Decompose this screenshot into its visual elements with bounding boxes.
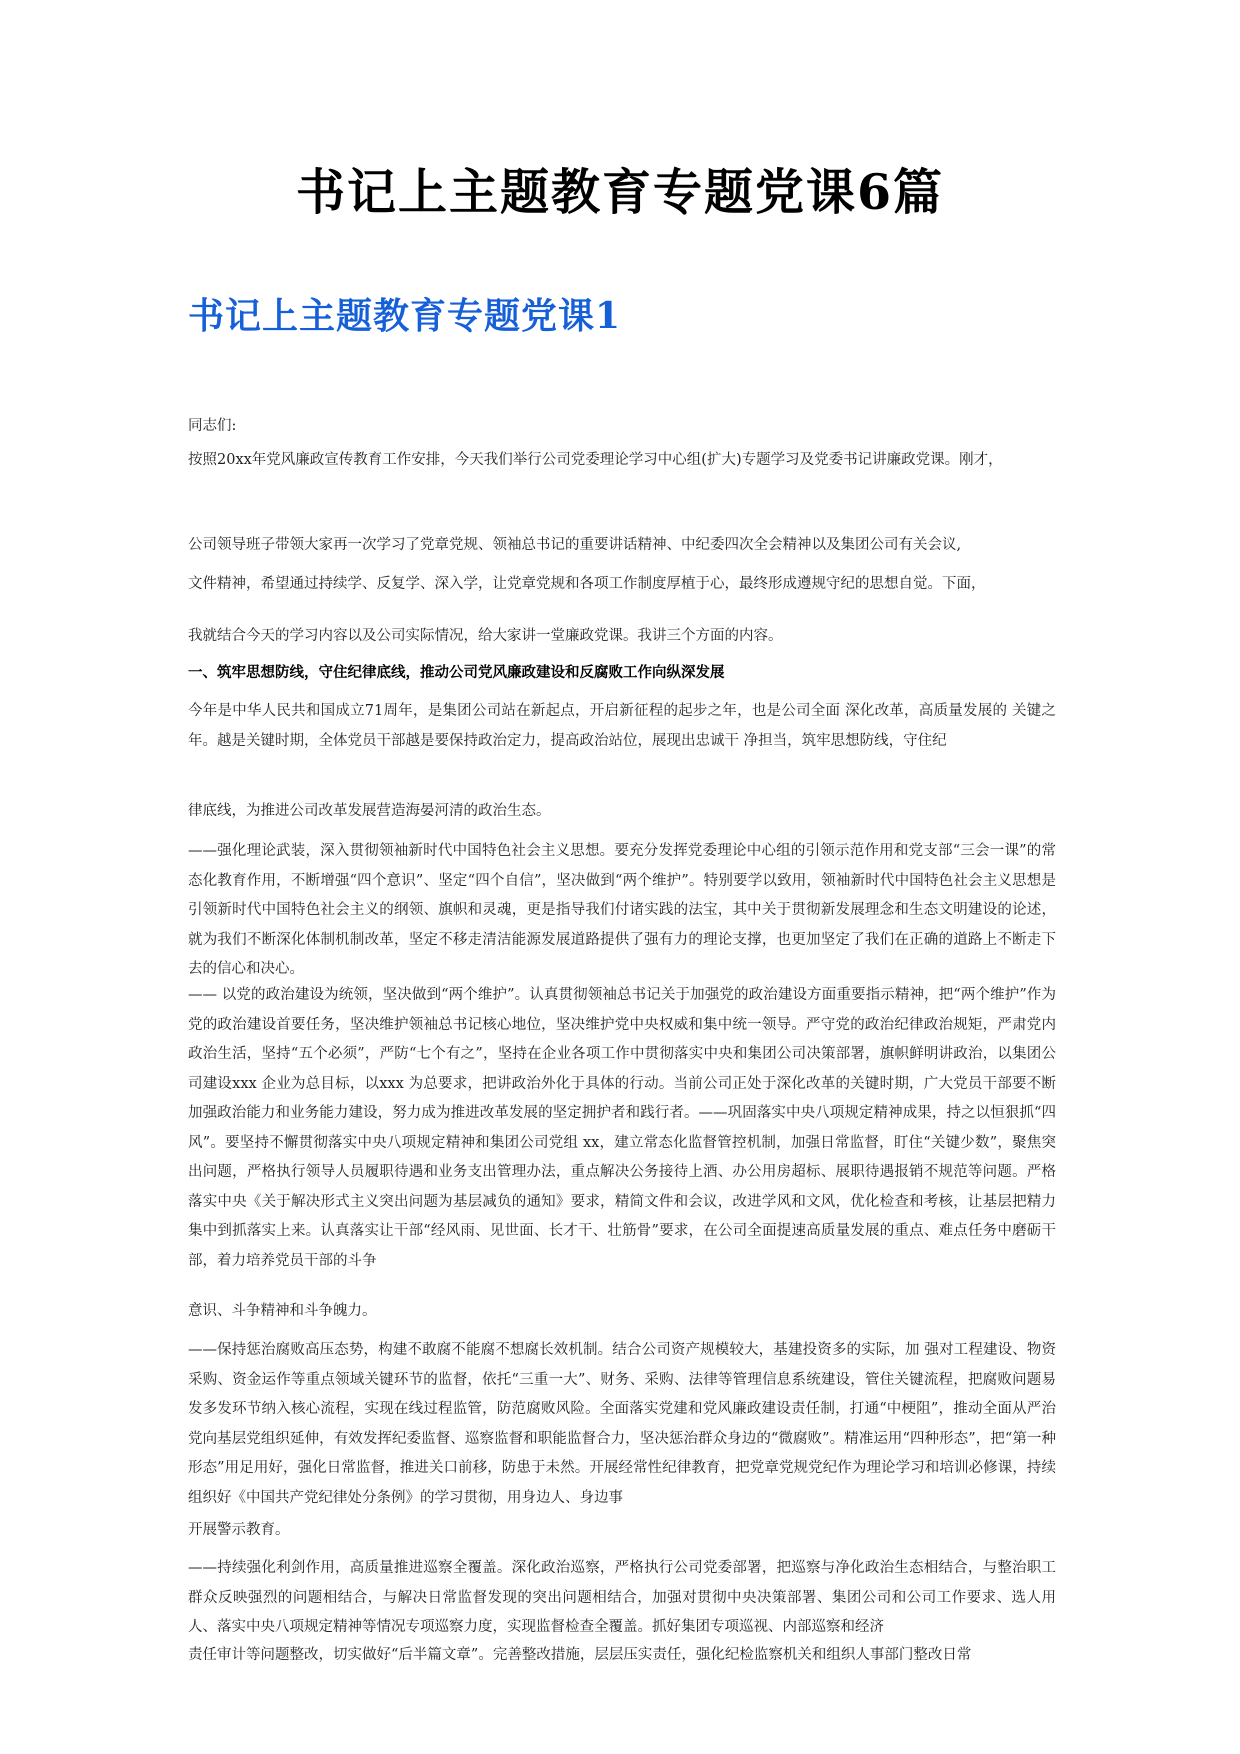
paragraph-intro: 按照20xx年党风廉政宣传教育工作安排，今天我们举行公司党委理论学习中心组(扩大)专题学习及党委书记讲廉政党课。刚才，	[188, 452, 1003, 468]
paragraph-theory: ——强化理论武装，深入贯彻领袖新时代中国特色社会主义思想。要充分发挥党委理论中心组的引领示范作用和党支部“三会一课”的常态化教育作用，不断增强“四个意识”、坚定“四个自信”，坚决做到“两个维护”。特别要学以致用，领袖新时代中国特色社会主义思想是引领新时代中国特色社会主义的纲领、旗帜和灵魂，更是指导我们付诸实践的法宝，其中关于贯彻新发展理念和生态文明建设的论述，就为我们不断深化体制机制改革，坚定不移走清洁能源发展道路提供了强有力的理论支撑，也更加坚定了我们在正确的道路上不断走下去的信心和决心。	[188, 843, 1056, 977]
paragraph-lecture: 我就结合今天的学习内容以及公司实际情况，给大家讲一堂廉政党课。我讲三个方面的内容。	[188, 628, 783, 644]
paragraph-anniversary: 今年是中华人民共和国成立71周年，是集团公司站在新起点，开启新征程的起步之年，也是公司全面 深化改革，高质量发展的 关键之年。越是关键时期，全体党员干部越是要保持政治定力，提高政治站位，展现出忠诚干 净担当，筑牢思想防线，守住纪	[188, 703, 1056, 749]
paragraph-political: —— 以党的政治建设为统领，坚决做到“两个维护”。认真贯彻领袖总书记关于加强党的政治建设方面重要指示精神，把“两个维护”作为党的政治建设首要任务，坚决维护领袖总书记核心地位，坚决维护党中央权威和集中统一领导。严守党的政治纪律政治规矩，严肃党内政治生活，坚持“五个必须”，严防“七个有之”，坚持在企业各项工作中贯彻落实中央和集团公司决策部署，旗帜鲜明讲政治，以集团公司建设xxx 企业为总目标，以xxx 为总要求，把讲政治外化于具体的行动。当前公司正处于深化改革的关键时期，广大党员干部要不断加强政治能力和业务能力建设，努力成为推进改革发展的坚定拥护者和践行者。——巩固落实中央八项规定精神成果，持之以恒狠抓“四风”。要坚持不懈贯彻落实中央八项规定精神和集团公司党组 xx，建立常态化监督管控机制，加强日常监督，盯住“关键少数”，聚焦突出问题，严格执行领导人员履职待遇和业务支出管理办法，重点解决公务接待上酒、办公用房超标、展职待遇报销不规范等问题。严格落实中央《关于解决形式主义突出问题为基层减负的通知》要求，精简文件和会议，改进学风和文风，优化检查和考核，让基层把精力集中到抓落实上来。认真落实让干部“经风雨、见世面、长才干、壮筋骨”要求，在公司全面提速高质量发展的重点、难点任务中磨砺干部，着力培养党员干部的斗争	[188, 987, 1056, 1269]
paragraph-struggle: 意识、斗争精神和斗争魄力。	[188, 1303, 377, 1319]
paragraph-rectification: 责任审计等问题整改，切实做好“后半篇文章”。完善整改措施，层层压实责任，强化纪检监察机关和组织人事部门整改日常	[188, 1647, 972, 1663]
document-title: 书记上主题教育专题党课6篇	[295, 163, 945, 221]
greeting: 同志们:	[188, 418, 237, 434]
section-heading-1: 一、筑牢思想防线，守住纪律底线，推动公司党风廉政建设和反腐败工作向纵深发展	[188, 664, 725, 681]
paragraph-discipline: 律底线，为推进公司改革发展营造海晏河清的政治生态。	[188, 803, 551, 819]
paragraph-warning: 开展警示教育。	[188, 1522, 290, 1538]
paragraph-inspection: ——持续强化利剑作用，高质量推进巡察全覆盖。深化政治巡察，严格执行公司党委部署，把巡察与净化政治生态相结合，与整治职工群众反映强烈的问题相结合，与解决日常监督发现的突出问题相结合，加强对贯彻中央决策部署、集团公司和公司工作要求、选人用人、落实中央八项规定精神等情况专项巡察力度，实现监督检查全覆盖。抓好集团专项巡视、内部巡察和经济	[188, 1560, 1056, 1635]
paragraph-anticorruption: ——保持惩治腐败高压态势，构建不敢腐不能腐不想腐长效机制。结合公司资产规模较大，基建投资多的实际，加 强对工程建设、物资采购、资金运作等重点领域关键环节的监督，依托“三重一大”、财务、采购、法律等管理信息系统建设，管住关键流程，把腐败问题易发多发环节纳入核心流程，实现在线过程监管，防范腐败风险。全面落实党建和党风廉政建设责任制，打通“中梗阻”，推动全面从严治党向基层党组织延伸，有效发挥纪委监督、巡察监督和职能监督合力，坚决惩治群众身边的“微腐败”。精准运用“四种形态”，把“第一种形态”用足用好，强化日常监督，推进关口前移，防患于未然。开展经常性纪律教育，把党章党规党纪作为理论学习和培训必修课，持续组织好《中国共产党纪律处分条例》的学习贯彻，用身边人、身边事	[188, 1342, 1056, 1506]
paragraph-leaders: 公司领导班子带领大家再一次学习了党章党规、领袖总书记的重要讲话精神、中纪委四次全会精神以及集团公司有关会议,	[188, 537, 962, 553]
paragraph-spirit: 文件精神，希望通过持续学、反复学、深入学，让党章党规和各项工作制度厚植于心，最终形成遵规守纪的思想自觉。下面，	[188, 576, 986, 592]
section-title: 书记上主题教育专题党课1	[188, 295, 622, 337]
